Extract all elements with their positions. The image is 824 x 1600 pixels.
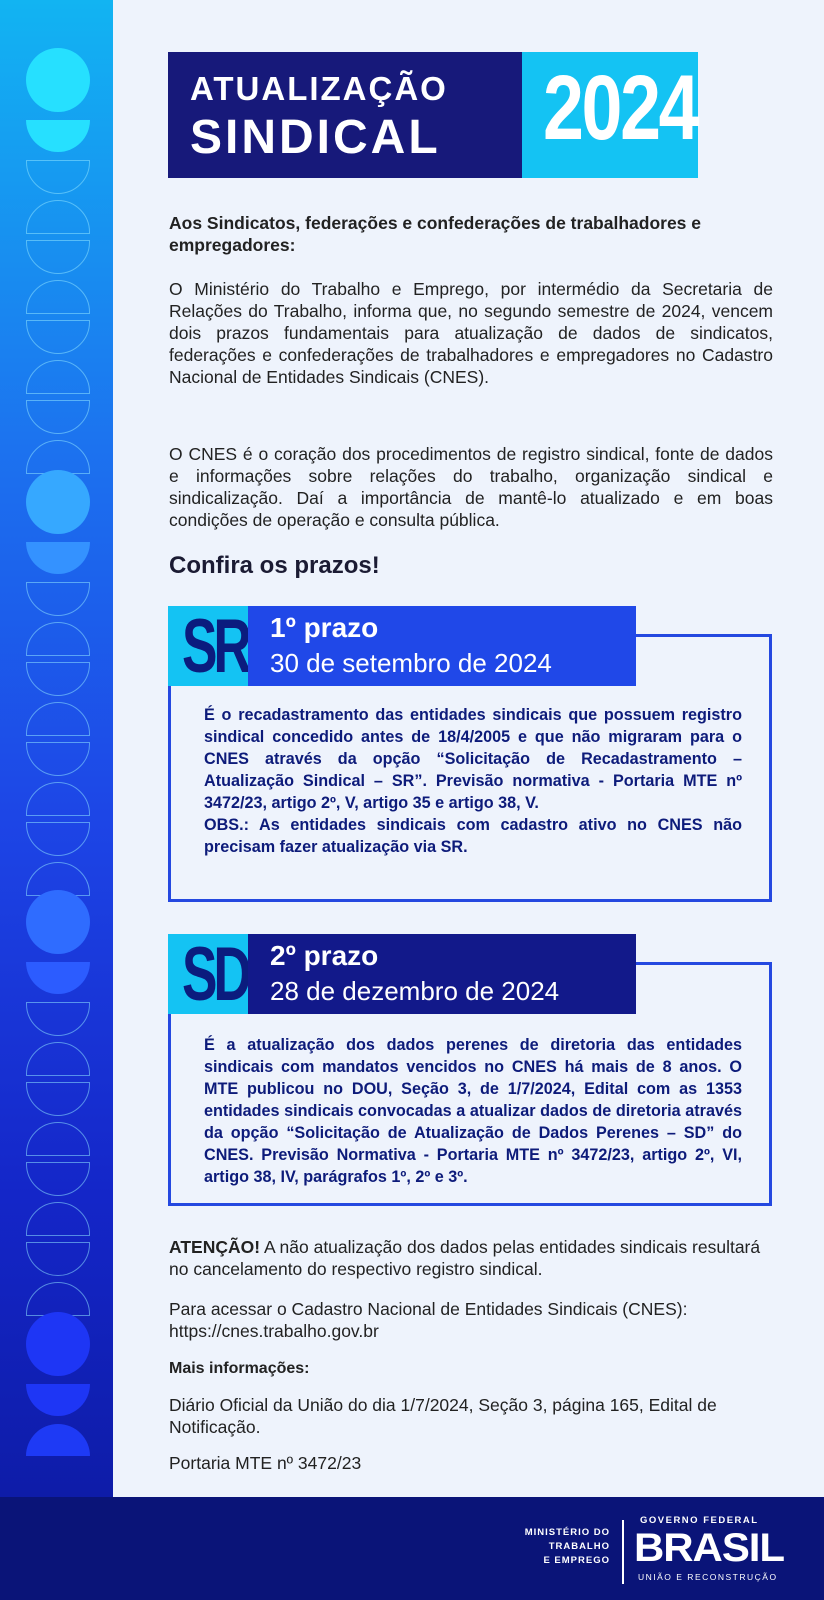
decor-arc [26, 782, 90, 816]
more-info-item-1: Diário Oficial da União do dia 1/7/2024, Seção 3, página 165, Edital de Notificação. [169, 1395, 717, 1437]
ministry-line-3: E EMPREGO [543, 1555, 610, 1566]
decor-disc [26, 890, 90, 954]
decor-arc [26, 160, 90, 194]
decor-half-disc [26, 1384, 90, 1416]
decor-arc [26, 400, 90, 434]
deadline-1-title: 1º prazo [270, 612, 379, 643]
decor-arc [26, 742, 90, 776]
deadline-1-code: SR [182, 606, 248, 686]
deadline-2-badge [168, 934, 248, 1014]
decor-arc [26, 1242, 90, 1276]
access-block [169, 1298, 773, 1342]
deadline-2-code: SD [182, 934, 248, 1014]
ministry-logo [510, 1526, 610, 1568]
decor-arc [26, 1082, 90, 1116]
more-info-heading: Mais informações: [169, 1360, 310, 1377]
decorative-side-strip [0, 0, 113, 1497]
decor-disc [26, 1312, 90, 1376]
decor-arc [26, 200, 90, 234]
gov-tagline: UNIÃO E RECONSTRUÇÃO [638, 1572, 778, 1582]
decor-half-disc [26, 542, 90, 574]
deadline-1-body [204, 704, 742, 858]
deadline-1-text: É o recadastramento das entidades sindicais que possuem registro sindical concedido antes de 18/4/2005 e que não migraram para o CNES através da opção “Solicitação de Recadastramento – Atualização Sindical – SR”. Previsão normativa - Portaria MTE nº 3472/23, artigo 2º, V, artigo 35 e artigo 38, V. [204, 706, 742, 812]
decor-arc [26, 1122, 90, 1156]
decor-arc [26, 440, 90, 474]
access-url-link[interactable]: https://cnes.trabalho.gov.br [169, 1321, 379, 1341]
decor-arc [26, 662, 90, 696]
deadline-1-obs: OBS.: As entidades sindicais com cadastro ativo no CNES não precisam fazer atualização via SR. [204, 816, 742, 856]
more-info-item-2: Portaria MTE nº 3472/23 [169, 1453, 362, 1473]
decor-arc [26, 280, 90, 314]
attention-text: A não atualização dos dados pelas entidades sindicais resultará no cancelamento do respectivo registro sindical. [169, 1237, 761, 1279]
decor-arc [26, 1042, 90, 1076]
decor-disc [26, 48, 90, 112]
footer-divider [622, 1520, 624, 1584]
decor-arc [26, 1002, 90, 1036]
decor-half-disc [26, 1424, 90, 1456]
decor-arc [26, 702, 90, 736]
deadline-1-header [248, 606, 636, 686]
greeting: Aos Sindicatos, federações e confederações de trabalhadores e empregadores: [169, 213, 702, 255]
deadline-2-date: 28 de dezembro de 2024 [270, 976, 560, 1006]
attention-label: ATENÇÃO! [169, 1237, 261, 1257]
year-label: 2024 [543, 57, 698, 159]
title-line-1: ATUALIZAÇÃO [190, 70, 448, 107]
deadline-1-date: 30 de setembro de 2024 [270, 648, 552, 678]
ministry-line-2: TRABALHO [548, 1541, 610, 1552]
decor-half-disc [26, 962, 90, 994]
intro-paragraph-1: O Ministério do Trabalho e Emprego, por intermédio da Secretaria de Relações do Trabalho, informa que, no segundo semestre de 2024, vencem dois prazos fundamentais para atualização de dados de sindicatos, federações e confederações de trabalhadores e empregadores no Cadastro Nacional de Entidades Sindicais (CNES). [169, 279, 773, 387]
decor-arc [26, 320, 90, 354]
decor-half-disc [26, 120, 90, 152]
decor-arc [26, 582, 90, 616]
decor-arc [26, 622, 90, 656]
ministry-line-1: MINISTÉRIO DO [524, 1527, 610, 1538]
decor-arc [26, 1282, 90, 1316]
deadline-2-body: É a atualização dos dados perenes de diretoria das entidades sindicais com mandatos vencidos no CNES há mais de 8 anos. O MTE publicou no DOU, Seção 3, de 1/7/2024, Edital com as 1353 entidades sindicais convocadas a atualizar dados de diretoria através da opção “Solicitação de Atualização de Dados Perenes – SD” do CNES. Previsão Normativa - Portaria MTE nº 3472/23, artigo 2º, VI, artigo 38, IV, parágrafos 1º, 2º e 3º. [204, 1036, 742, 1186]
deadlines-heading: Confira os prazos! [169, 552, 380, 579]
access-text: Para acessar o Cadastro Nacional de Entidades Sindicais (CNES): [169, 1299, 688, 1319]
title-line-2: SINDICAL [190, 111, 441, 164]
decor-arc [26, 1202, 90, 1236]
decor-arc [26, 1162, 90, 1196]
deadline-2-header [248, 934, 636, 1014]
decor-disc [26, 470, 90, 534]
gov-label: GOVERNO FEDERAL [640, 1515, 759, 1526]
intro-paragraph-2: O CNES é o coração dos procedimentos de registro sindical, fonte de dados e informações sobre relações do trabalho, organização sindical e sindicalização. Daí a importância de mantê-lo atualizado e em boas condições de operação e consulta pública. [169, 444, 773, 530]
decor-arc [26, 240, 90, 274]
deadline-1-badge [168, 606, 248, 686]
deadline-2-title: 2º prazo [270, 940, 379, 971]
decor-arc [26, 822, 90, 856]
decor-arc [26, 360, 90, 394]
gov-brand-logo: BRASIL [634, 1526, 785, 1570]
attention-notice [169, 1236, 773, 1280]
